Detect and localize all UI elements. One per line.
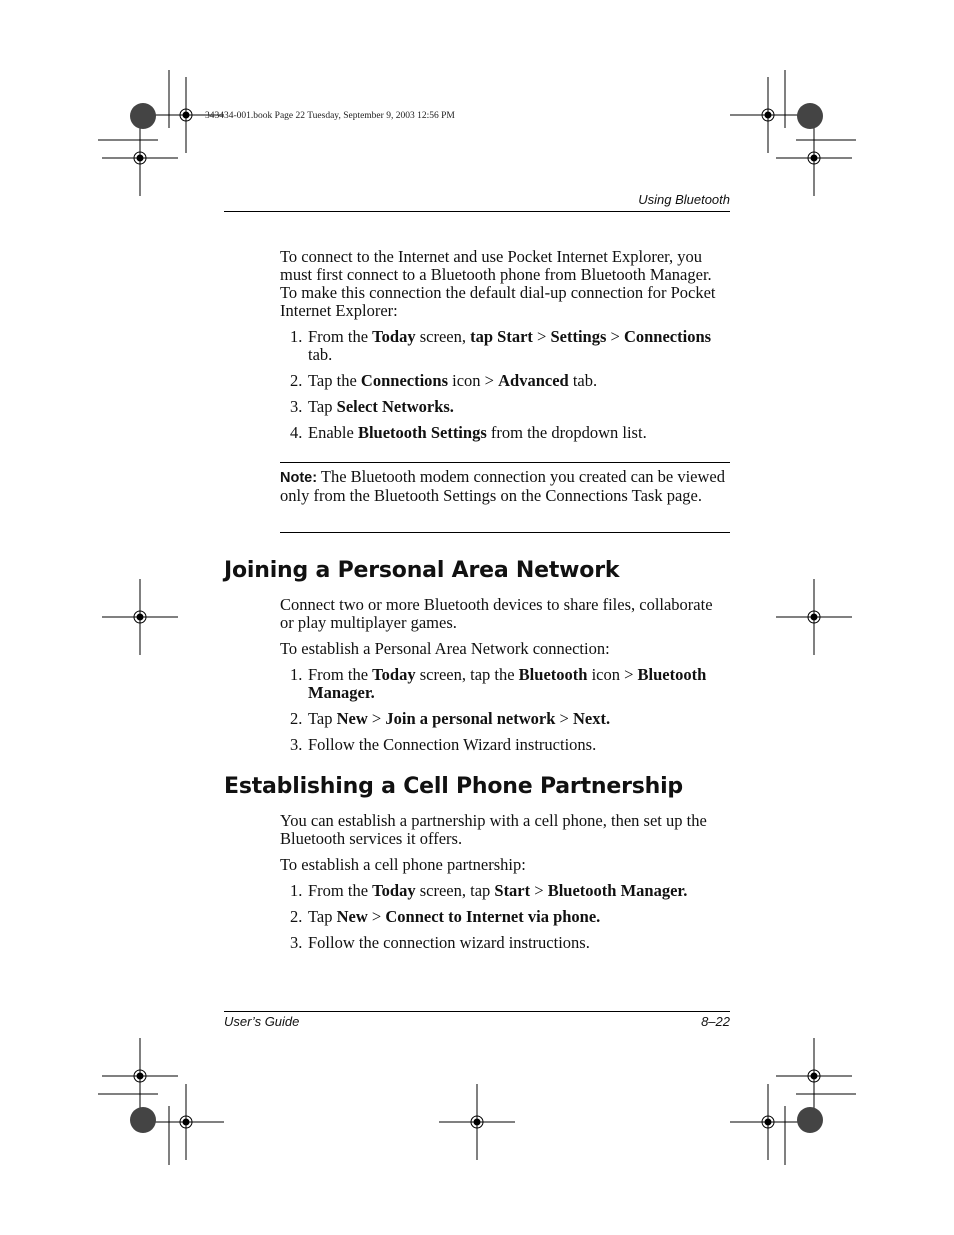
pan-block — [280, 596, 730, 754]
intro-paragraph: To connect to the Internet and use Pocket Internet Explorer, you must first connect to a Bluetooth phone from Bluetooth Manager. To make this connection the default dial-up connection for Pocket Internet Explorer: — [280, 247, 716, 320]
note-top-rule — [280, 462, 730, 463]
step-bold-text: Bluetooth Settings — [357, 423, 487, 442]
running-head: Using Bluetooth — [638, 192, 730, 207]
section-heading-cell: Establishing a Cell Phone Partnership — [224, 774, 683, 799]
step-text: Enable — [308, 423, 358, 442]
step-text: Follow the Connection Wizard instructions. — [308, 735, 597, 754]
step-text: > — [367, 709, 386, 728]
cell-step-list — [280, 882, 730, 952]
cell-paragraph-2: To establish a cell phone partnership: — [280, 855, 526, 874]
intro-step — [280, 398, 730, 416]
step-text: tab. — [308, 345, 333, 364]
step-number: 3. — [290, 735, 303, 754]
pan-step — [280, 666, 730, 702]
step-text: > — [530, 881, 548, 900]
step-text: From the — [308, 327, 373, 346]
note-text: The Bluetooth modem connection you created can be viewed only from the Bluetooth Settings on the Connections Task page. — [280, 467, 725, 505]
cell-step — [280, 908, 730, 926]
step-bold-text: Join a personal network — [385, 709, 556, 728]
step-bold-text: New — [336, 907, 368, 926]
footer-rule — [224, 1011, 730, 1012]
step-text: > — [606, 327, 624, 346]
step-bold-text: Start — [494, 881, 531, 900]
step-text: > — [555, 709, 573, 728]
step-number: 2. — [290, 371, 303, 390]
step-bold-text: tap Start — [470, 327, 533, 346]
intro-step — [280, 424, 730, 442]
step-text: from the dropdown list. — [486, 423, 647, 442]
intro-block — [280, 248, 730, 442]
step-bold-text: Connect to Internet via phone. — [385, 907, 601, 926]
cell-block — [280, 812, 730, 952]
step-bold-text: Settings — [550, 327, 607, 346]
note-block — [280, 468, 730, 505]
step-bold-text: Today — [372, 665, 416, 684]
intro-step — [280, 328, 730, 364]
print-slug: 343434-001.book Page 22 Tuesday, September 9, 2003 12:56 PM — [205, 111, 455, 121]
footer-page-number: 8–22 — [701, 1014, 730, 1029]
step-text: Tap the — [308, 371, 361, 390]
step-text: Tap — [308, 709, 337, 728]
step-bold-text: Select Networks. — [336, 397, 454, 416]
step-bold-text: Bluetooth — [518, 665, 588, 684]
header-rule — [224, 211, 730, 212]
step-text: Tap — [308, 907, 337, 926]
step-number: 3. — [290, 397, 303, 416]
cell-paragraph-1: You can establish a partnership with a cell phone, then set up the Bluetooth services it offers. — [280, 811, 707, 848]
step-text: screen, — [415, 327, 471, 346]
pan-step — [280, 736, 730, 754]
pan-step-list — [280, 666, 730, 754]
footer-title: User’s Guide — [224, 1014, 300, 1029]
step-bold-text: Connections — [623, 327, 712, 346]
step-number: 1. — [290, 327, 303, 346]
step-number: 2. — [290, 709, 303, 728]
step-text: icon > — [587, 665, 638, 684]
step-bold-text: Today — [372, 327, 416, 346]
step-bold-text: Bluetooth Manager. — [547, 881, 688, 900]
step-number: 1. — [290, 665, 303, 684]
intro-step-list — [280, 328, 730, 442]
step-bold-text: Next. — [572, 709, 611, 728]
step-text: icon > — [448, 371, 499, 390]
step-text: > — [367, 907, 386, 926]
step-number: 4. — [290, 423, 303, 442]
step-text: Follow the connection wizard instructions. — [308, 933, 590, 952]
step-text: Tap — [308, 397, 337, 416]
step-number: 3. — [290, 933, 303, 952]
step-bold-text: Bluetooth Manager. — [308, 665, 707, 702]
step-bold-text: Today — [372, 881, 416, 900]
pan-paragraph-2: To establish a Personal Area Network connection: — [280, 639, 610, 658]
step-number: 2. — [290, 907, 303, 926]
step-bold-text: New — [336, 709, 368, 728]
step-text: screen, tap the — [415, 665, 519, 684]
pan-paragraph-1: Connect two or more Bluetooth devices to share files, collaborate or play multiplayer games. — [280, 595, 713, 632]
step-text: > — [532, 327, 551, 346]
step-text: tab. — [568, 371, 598, 390]
step-text: screen, tap — [415, 881, 495, 900]
pan-step — [280, 710, 730, 728]
step-text: From the — [308, 881, 373, 900]
note-label: Note: — [280, 470, 318, 486]
step-number: 1. — [290, 881, 303, 900]
step-bold-text: Advanced — [498, 371, 569, 390]
intro-step — [280, 372, 730, 390]
step-bold-text: Connections — [360, 371, 449, 390]
note-bottom-rule — [280, 532, 730, 533]
cell-step — [280, 882, 730, 900]
section-heading-pan: Joining a Personal Area Network — [224, 558, 620, 583]
step-text: From the — [308, 665, 373, 684]
cell-step — [280, 934, 730, 952]
